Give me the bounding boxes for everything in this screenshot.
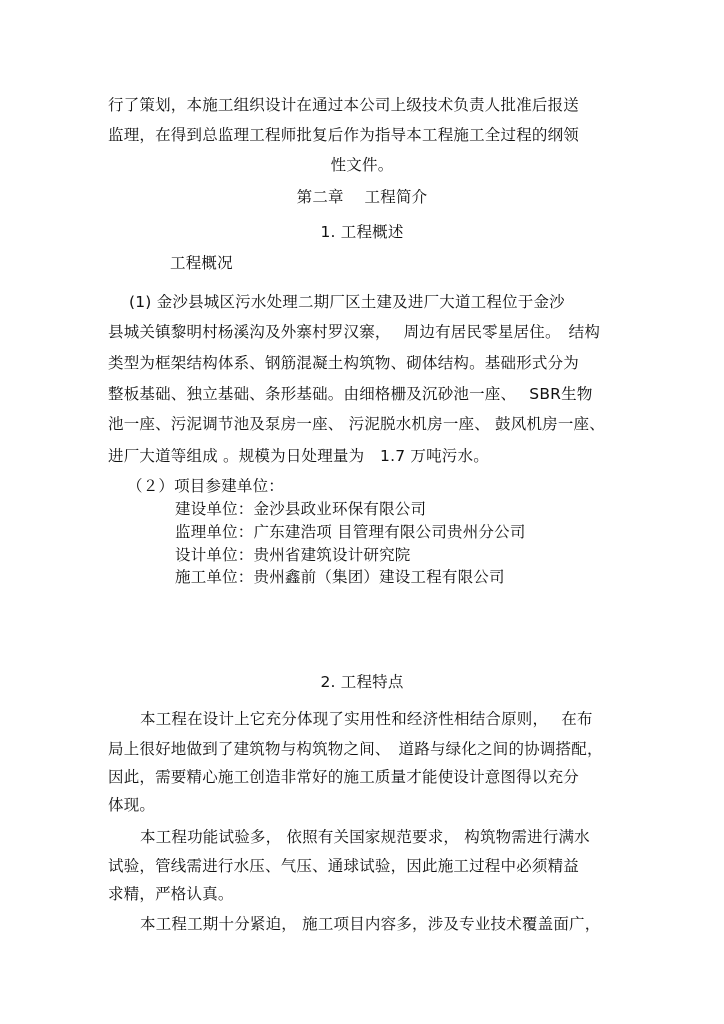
s1-para1-line-6: 进厂大道等组成 。规模为日处理量为 1.7 万吨污水。 <box>108 447 489 465</box>
unit-design: 设计单位：贵州省建筑设计研究院 <box>175 546 411 564</box>
s2-para2-line-3: 求精，严格认真。 <box>108 885 234 903</box>
unit-construction: 建设单位：金沙县政业环保有限公司 <box>175 500 427 518</box>
s2-para1-line-4: 体现。 <box>108 796 156 814</box>
section-1-subheading: 工程概况 <box>170 254 233 272</box>
section-1-heading: 1. 工程概述 <box>320 223 404 241</box>
s1-para1-line-4: 整板基础、独立基础、条形基础。由细格栅及沉砂池一座、 SBR生物 <box>108 385 593 403</box>
section-2-heading: 2. 工程特点 <box>320 673 404 691</box>
unit-supervision: 监理单位：广东建浩项 目管理有限公司贵州分公司 <box>175 523 526 541</box>
s1-para1-line-5: 池一座、污泥调节池及泵房一座、 污泥脱水机房一座、 鼓风机房一座、 <box>108 415 605 433</box>
unit-contractor: 施工单位：贵州鑫前（集团）建设工程有限公司 <box>175 568 505 586</box>
intro-line-3: 性文件。 <box>330 156 394 174</box>
s2-para1-line-1: 本工程在设计上它充分体现了实用性和经济性相结合原则， 在布 <box>140 710 593 728</box>
chapter-title: 第二章 工程简介 <box>296 188 428 206</box>
s2-para1-line-2: 局上很好地做到了建筑物与构筑物之间、 道路与绿化之间的协调搭配， <box>108 740 603 758</box>
s2-para2-line-2: 试验，管线需进行水压、气压、通球试验，因此施工过程中必须精益 <box>108 857 580 875</box>
units-label: （２）项目参建单位： <box>127 477 285 495</box>
s1-para1-line-1: (1) 金沙县城区污水处理二期厂区土建及进厂大道工程位于金沙 <box>129 293 565 311</box>
intro-line-2: 监理，在得到总监理工程师批复后作为指导本工程施工全过程的纲领 <box>108 126 580 144</box>
s1-para1-line-3: 类型为框架结构体系、钢筋混凝土构筑物、砌体结构。基础形式分为 <box>108 354 580 372</box>
s1-para1-line-2: 县城关镇黎明村杨溪沟及外寨村罗汉寨， 周边有居民零星居住。 结构 <box>108 323 601 341</box>
s2-para3-line-1: 本工程工期十分紧迫， 施工项目内容多，涉及专业技术覆盖面广， <box>140 915 601 933</box>
s2-para1-line-3: 因此，需要精心施工创造非常好的施工质量才能使设计意图得以充分 <box>108 768 580 786</box>
intro-line-1: 行了策划，本施工组织设计在通过本公司上级技术负责人批准后报送 <box>108 96 580 114</box>
s2-para2-line-1: 本工程功能试验多， 依照有关国家规范要求， 构筑物需进行满水 <box>140 828 590 846</box>
